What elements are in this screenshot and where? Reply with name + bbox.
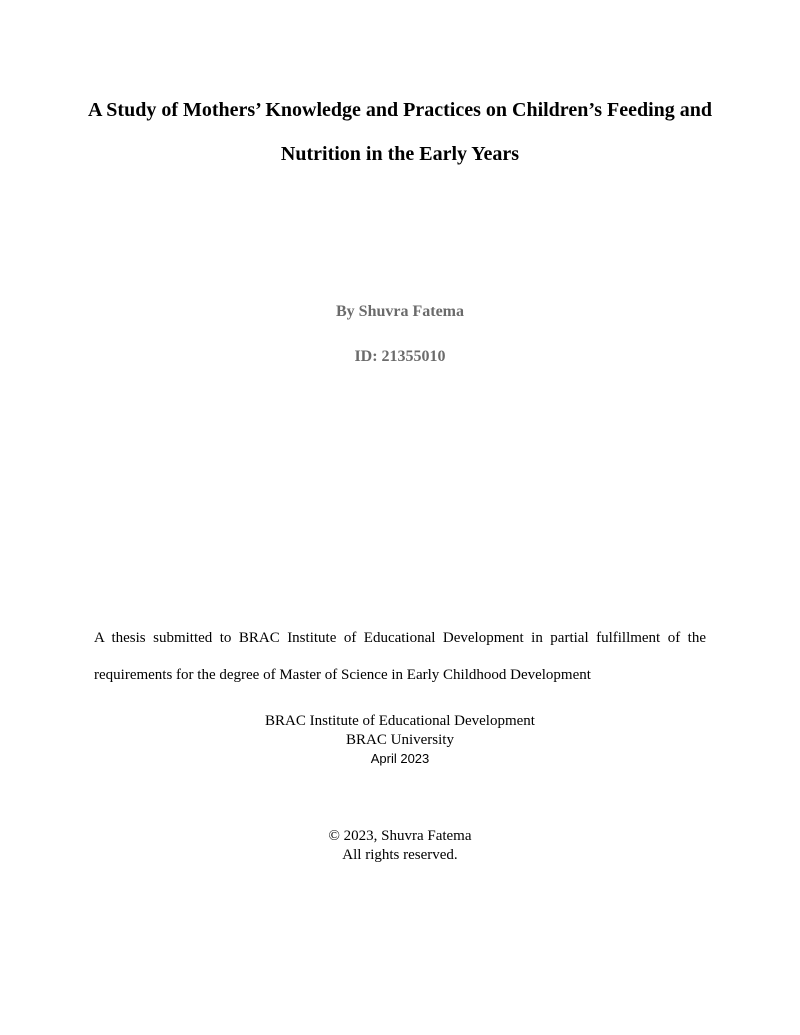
thesis-title-line-1: A Study of Mothers’ Knowledge and Practices on Children’s Feeding and bbox=[87, 99, 713, 121]
submission-statement-line-2: requirements for the degree of Master of Science in Early Childhood Development bbox=[94, 667, 591, 683]
submission-date: April 2023 bbox=[370, 751, 430, 766]
thesis-title-line-2: Nutrition in the Early Years bbox=[280, 143, 520, 165]
rights-reserved: All rights reserved. bbox=[342, 847, 458, 863]
author-name: By Shuvra Fatema bbox=[336, 303, 464, 320]
university-name: BRAC University bbox=[346, 732, 454, 748]
submission-statement-line-1: A thesis submitted to BRAC Institute of Educational Development in partial fulfillment of the bbox=[94, 630, 706, 646]
student-id: ID: 21355010 bbox=[354, 348, 446, 365]
copyright-notice: © 2023, Shuvra Fatema bbox=[328, 828, 472, 844]
institute-name: BRAC Institute of Educational Development bbox=[265, 713, 535, 729]
